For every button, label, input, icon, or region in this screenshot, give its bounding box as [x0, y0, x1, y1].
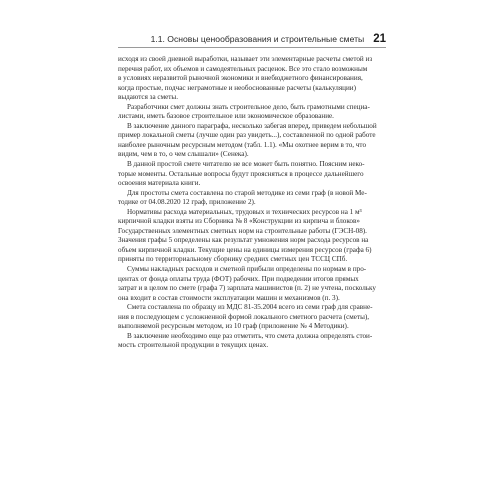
paragraph: Разработчики смет должны знать строительное дело, быть грамотными специа- листами, иметь базовое строительное или экономическое образование. — [118, 102, 370, 121]
paragraph: Для простоты смета составлена по старой методике из семи граф (в новой Ме- тодике от 04.08.2020 12 граф, приложение 2). — [118, 188, 367, 207]
paragraph: В данной простой смете читателю не все может быть понятно. Поясним неко- торые моменты. Остальные вопросы будут проясняться в процессе дальнейшего освоения материала книги. — [118, 160, 365, 188]
body-text — [118, 55, 386, 351]
paragraph: В заключение данного параграфа, несколько забегая вперед, приведем небольшой пример локальной сметы (лучше один раз увидеть...), составленной по одной работе наиболее рыночным ресурсным методом (табл. 1.1). «Мы охотнее верим в то, что видим, чем в то, о чем слышали» (Сенека). — [118, 121, 377, 159]
page-number: 21 — [373, 33, 386, 45]
paragraph: Суммы накладных расходов и сметной прибыли определены по нормам в про- центах от фонда оплаты труда (ФОТ) рабочих. При подведении итогов прямых затрат и в целом по смете (графа 7) зарплата машинистов (п. 2) не учтена, поскольку она входит в состав стоимости эксплуатации машин и механизмов (п. 3). — [118, 265, 376, 302]
running-header — [118, 33, 386, 45]
section-title: 1.1. Основы ценообразования и строительные сметы — [150, 34, 365, 44]
paragraph: Нормативы расхода материальных, трудовых и технических ресурсов на 1 м³ кирпичной кладки взяты из Сборника № 8 «Конструкции из кирпича и блоков» Государственных элементных сметных норм на строительные работы (ГЭСН-08). Значения графы 5 определены как результат умножения норм расхода ресурсов на объем кирпичной кладки. Текущие цены на единицы измерения ресурсов (графа 6) приняты по территориальному сборнику средних сметных цен ТССЦ СПб. — [118, 207, 372, 264]
paragraph: исходя из своей дневной выработки, называет эти элементарные расчеты сметой из перечня работ, их объемов и самодеятельных расценок. Все это стало возможным в условиях неразвитой рыночной экономики и внебюджетного финансирования, когда простые, подчас неграмотные и необоснованные расчеты (калькуляции) выдаются за сметы. — [118, 55, 373, 102]
header-divider — [118, 47, 386, 48]
paragraph: Смета составлена по образцу из МДС 81-35.2004 всего из семи граф для сравне- ния в последующем с усложненной формой локального сметного расчета (сметы), выполняемой ресурсным методом, из 10 граф (приложение № 4 Методики). — [118, 303, 373, 331]
paragraph: В заключение необходимо еще раз отметить, что смета должна определять стои- мость строительной продукции в текущих ценах. — [118, 331, 373, 350]
